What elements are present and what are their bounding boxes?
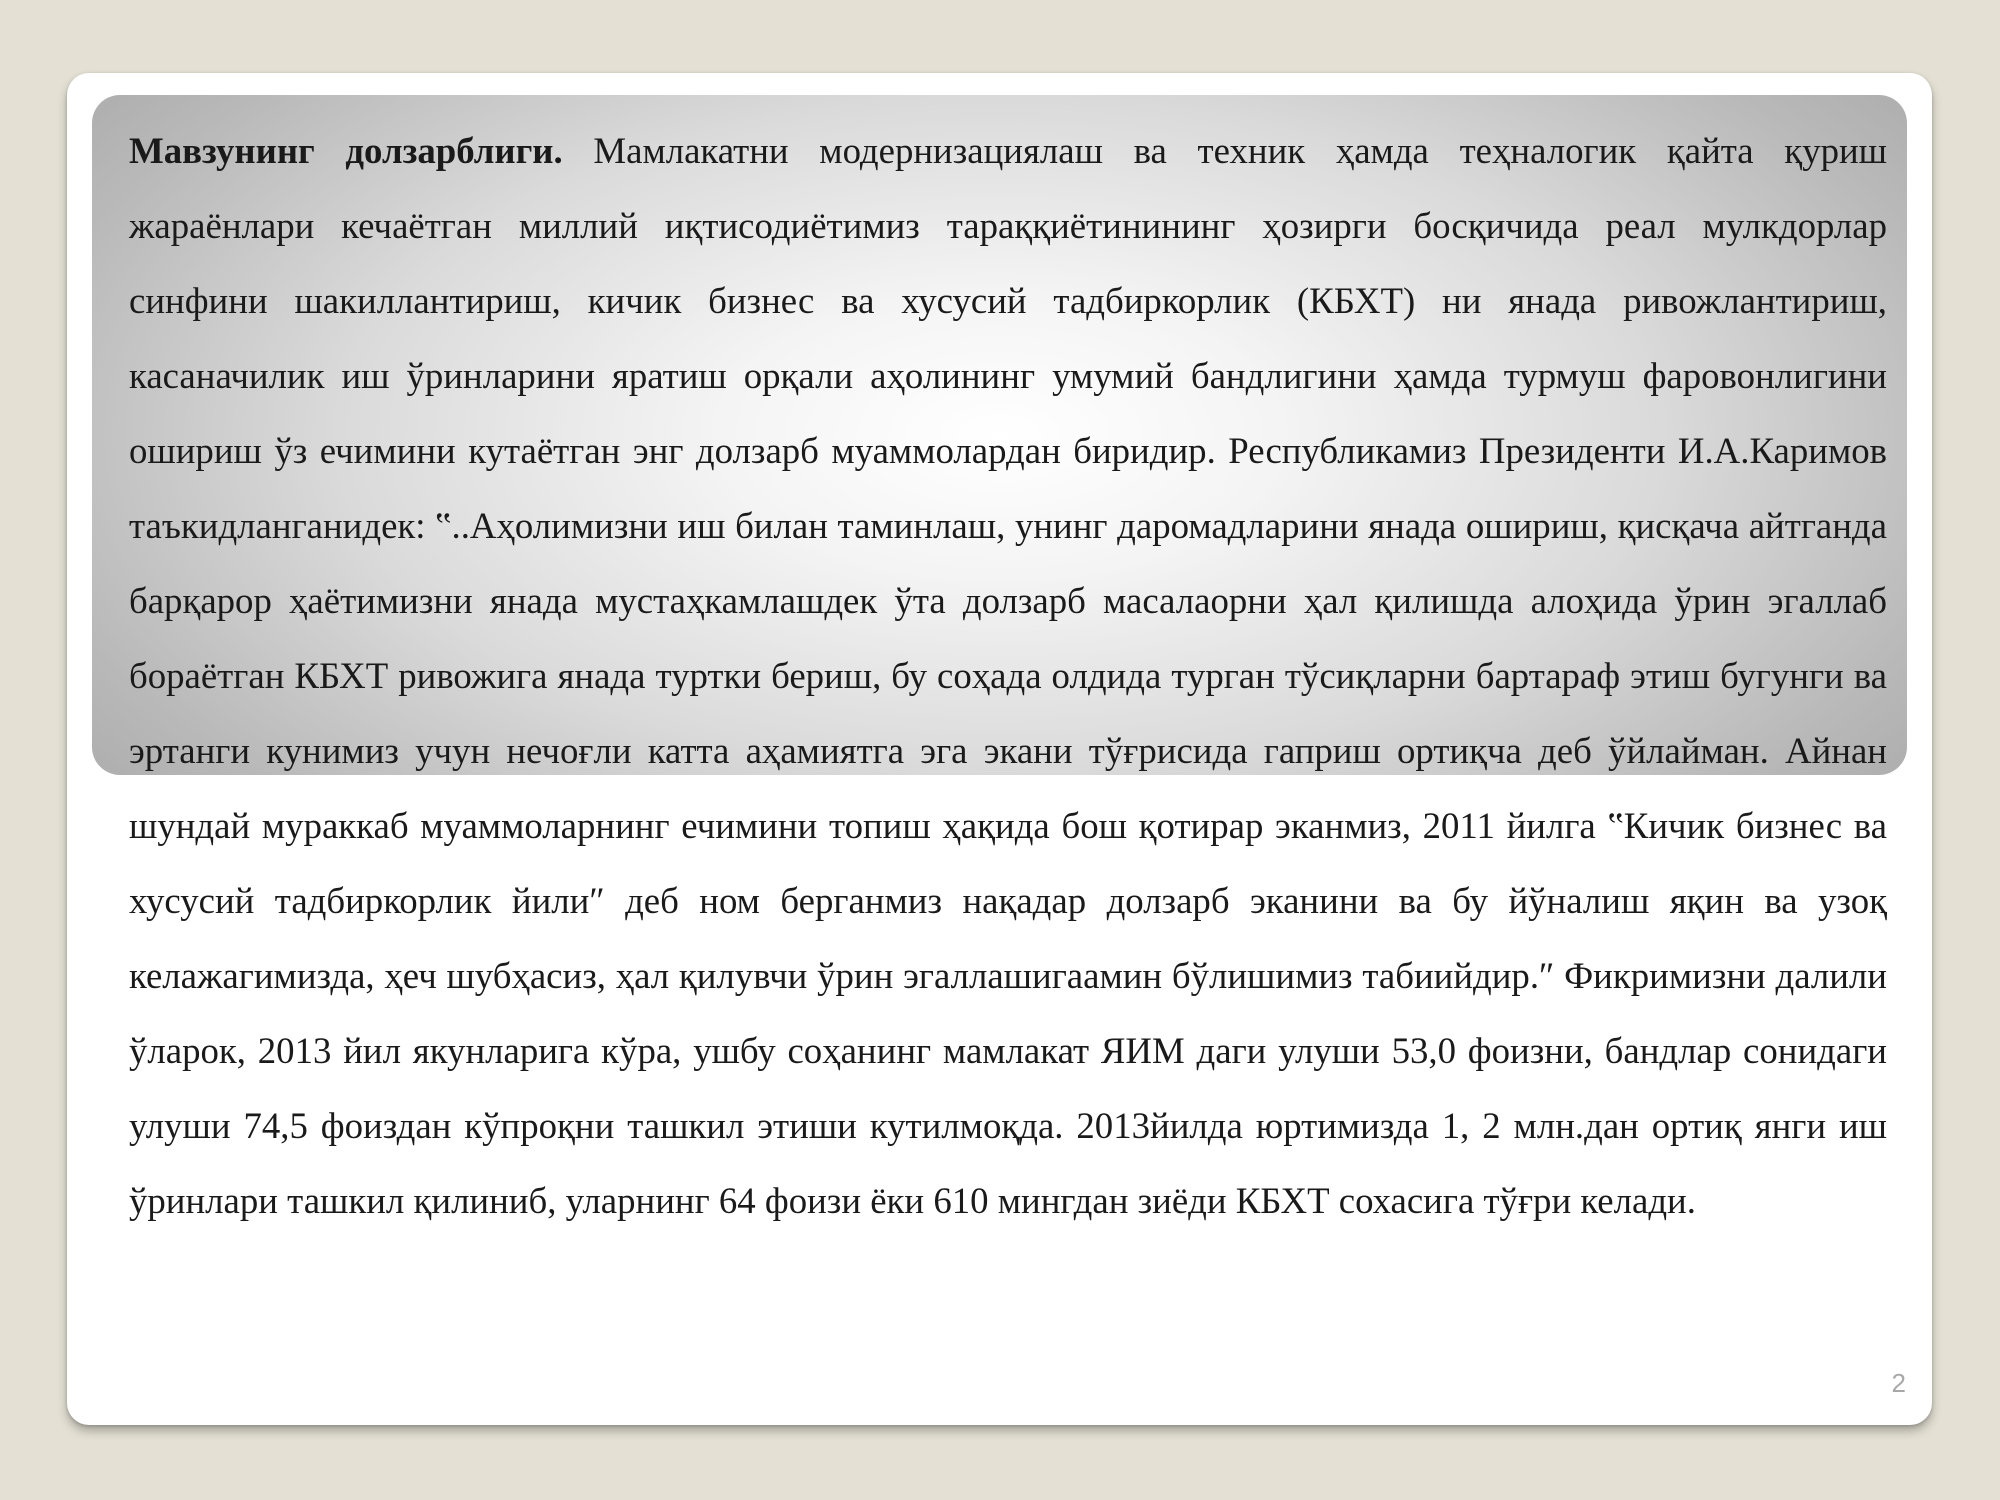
page-number: 2 [1891,1368,1906,1398]
slide-body-text [129,113,1887,1238]
slide-paragraph: Мамлакатни модернизациялаш ва техник ҳамда теҳналогик қайта қуриш жараёнлари кечаётган миллий иқтисодиётимиз тараққиётинининг ҳозирги босқичида реал мулкдорлар синфини шакиллантириш, кичик бизнес ва хусусий тадбиркорлик (КБХТ) ни янада ривожлантириш, касаначилик иш ўринларини яратиш орқали аҳолининг умумий бандлигини ҳамда турмуш фаровонлигини ошириш ўз ечимини кутаётган энг долзарб муаммолардан биридир. Республикамиз Президенти И.А.Каримов таъкидланганидек: ‟..Аҳолимизни иш билан таминлаш, унинг даромадларини янада ошириш, қисқача айтганда барқарор ҳаётимизни янада мустаҳкамлашдек ўта долзарб масалаорни ҳал қилишда алоҳида ўрин эгаллаб бораётган КБХТ ривожига янада туртки бериш, бу соҳада олдида турган тўсиқларни бартараф этиш бугунги ва эртанги кунимиз учун нечоғли катта аҳамиятга эга экани тўғрисида гаприш ортиқча деб ўйлайман. Айнан шундай мураккаб муаммоларнинг ечимини топиш ҳақида бош қотирар эканмиз, 2011 йилга ‟Кичик бизнес ва хусусий тадбиркорлик йили″ деб ном берганмиз нақадар долзарб эканини ва бу йўналиш яқин ва узоқ келажагимизда, ҳеч шубҳасиз, ҳал қилувчи ўрин эгаллашигаамин бўлишимиз табиийдир.″ Фикримизни далили ўларок, 2013 йил якунларига кўра, ушбу соҳанинг мамлакат ЯИМ даги улуши 53,0 фоизни, бандлар сонидаги улуши 74,5 фоиздан кўпроқни ташкил этиши кутилмоқда. 2013йилда юртимизда 1, 2 млн.дан ортиқ янги иш ўринлари ташкил қилиниб, уларнинг 64 фоизи ёки 610 мингдан зиёди КБХТ сохасига тўғри келади. [129,130,1888,1221]
slide-lead-title: Мавзунинг долзарблиги. [129,130,563,171]
slide [67,73,1932,1425]
